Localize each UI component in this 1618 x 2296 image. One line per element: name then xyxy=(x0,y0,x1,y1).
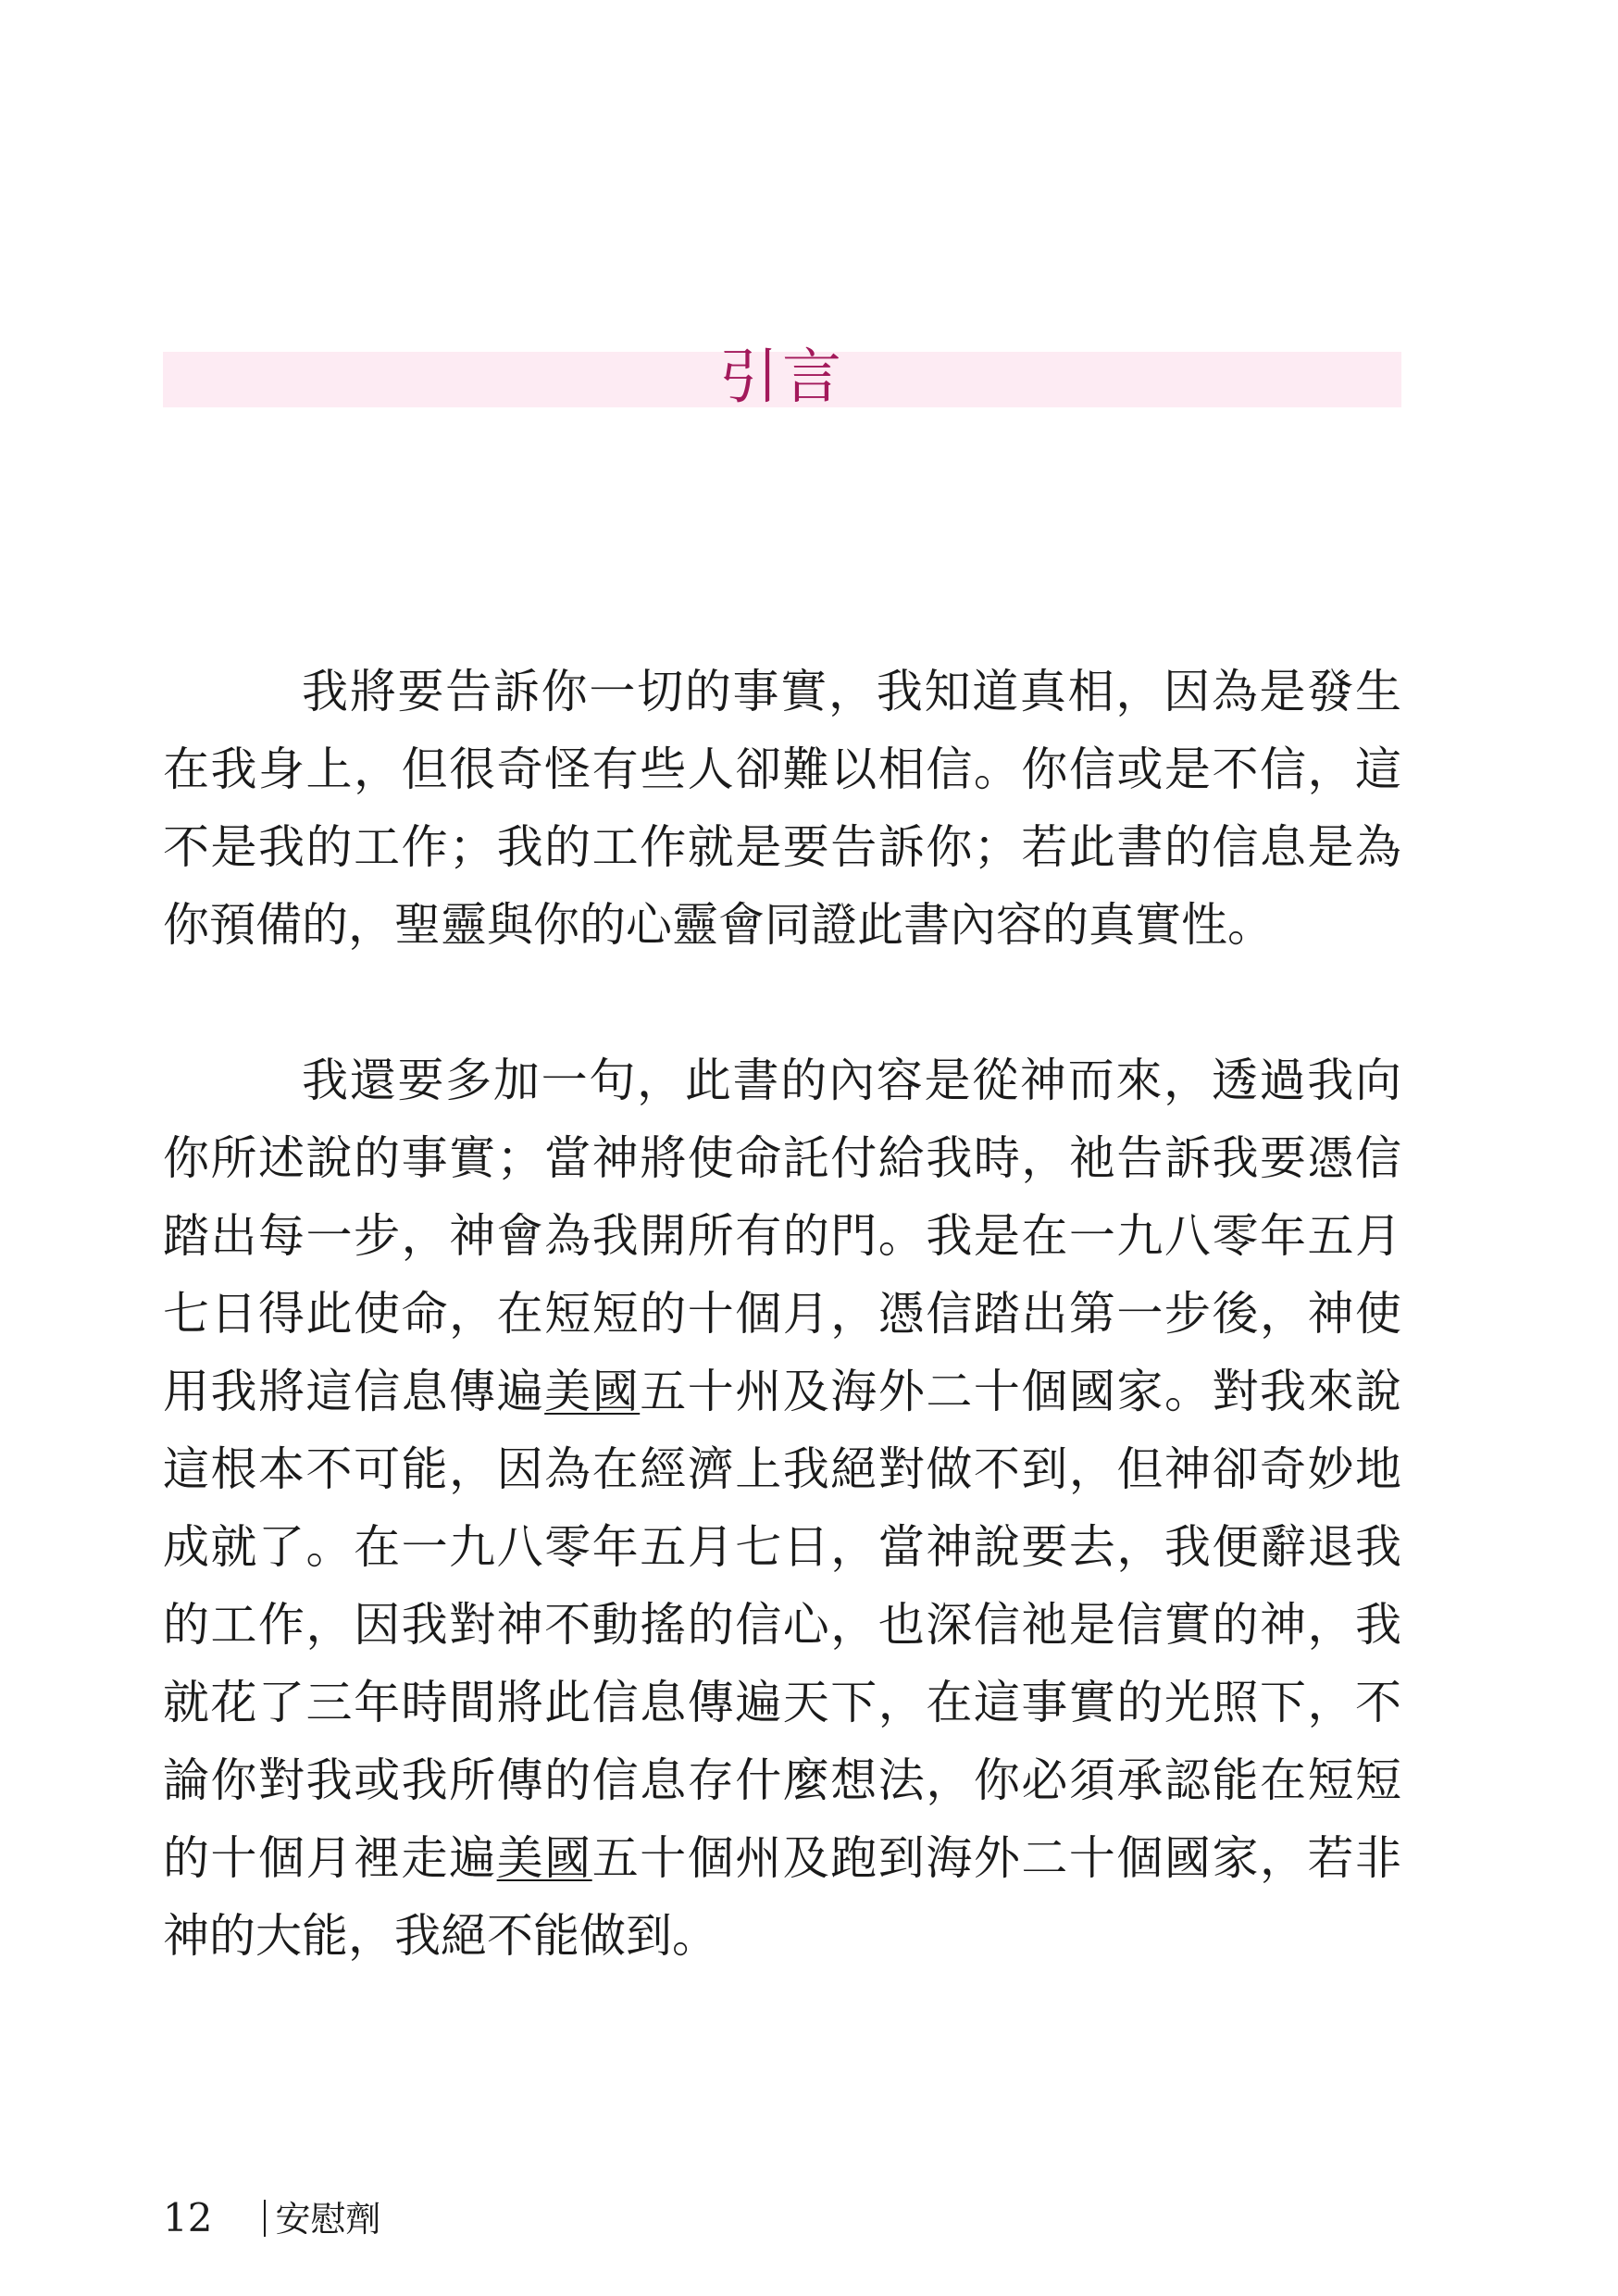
body-text xyxy=(163,653,1401,1975)
paragraph-2-text-b: 五十州及海外二十個國家。對我來說這根本不可能，因為在經濟上我絕對做不到，但神卻奇妙地成就了。在一九八零年五月七日，當神說要去，我便辭退我的工作，因我對神不動搖的信心，也深信祂是信實的神，我就花了三年時間將此信息傳遍天下，在這事實的光照下，不論你對我或我所傳的信息存什麼想法，你必須承認能在短短的十個月裡走遍 xyxy=(163,1365,1402,1885)
paragraph-2-text-c: 五十個州及跑到海外二十個國家，若非神的大能，我絕不能做到。 xyxy=(163,1831,1402,1963)
page-number: 12 xyxy=(163,2195,213,2240)
paragraph-2-text-a: 我還要多加一句，此書的內容是從神而來，透過我向你所述說的事實；當神將使命託付給我時，祂告訴我要憑信踏出每一步，神會為我開所有的門。我是在一九八零年五月七日得此使命，在短短的十個月，憑信踏出第一步後，神使用我將這信息傳遍 xyxy=(163,1054,1401,1418)
running-book-title: 安慰劑 xyxy=(275,2199,381,2240)
page-heading: 引言 xyxy=(719,343,845,412)
paragraph-1-text: 我將要告訴你一切的事實，我知道真相，因為是發生在我身上，但很奇怪有些人卻難以相信。你信或是不信，這不是我的工作；我的工作就是要告訴你；若此書的信息是為你預備的，聖靈與你的心靈會同證此書內容的真實性。 xyxy=(163,665,1401,952)
underlined-term: 美國 xyxy=(496,1831,592,1885)
underlined-term: 美國 xyxy=(544,1365,641,1418)
page-footer xyxy=(163,2192,380,2245)
footer-divider xyxy=(264,2200,266,2237)
paragraph-2 xyxy=(163,1042,1401,1975)
paragraph-1 xyxy=(163,653,1401,964)
